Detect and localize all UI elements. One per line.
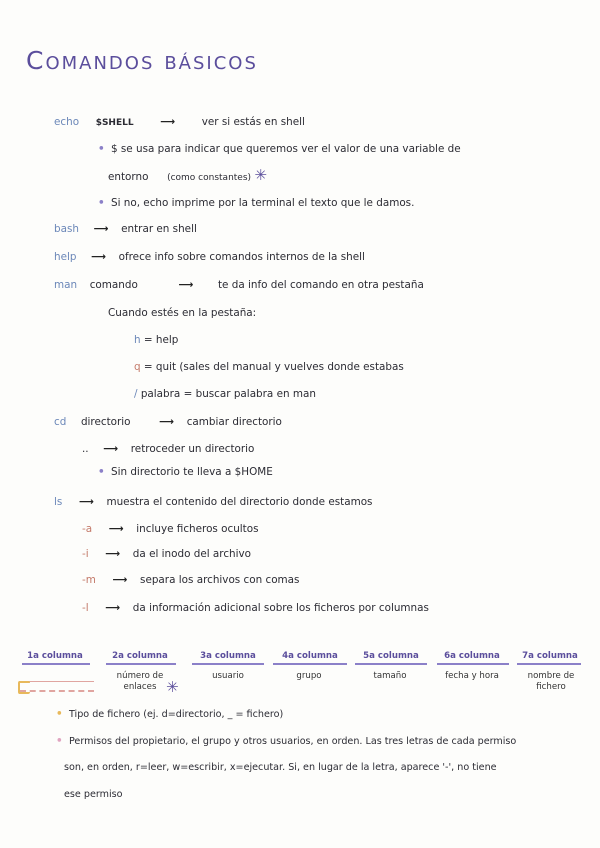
help-line bbox=[54, 250, 365, 264]
echo-arg: $SHELL bbox=[95, 118, 134, 128]
cd-line bbox=[54, 415, 282, 429]
column-5-underline bbox=[355, 663, 427, 665]
note-permissions-line-2: son, en orden, r=leer, w=escribir, x=ejecutar. Si, en lugar de la letra, aparece '-', no tiene bbox=[64, 762, 497, 773]
column-4-underline bbox=[273, 663, 347, 665]
ls-option-m bbox=[82, 573, 299, 587]
bash-description: entrar en shell bbox=[121, 223, 197, 235]
column-7-header: 7a columna bbox=[522, 651, 578, 661]
dots-description: retroceder un directorio bbox=[130, 443, 255, 455]
note-permissions-line-3: ese permiso bbox=[64, 789, 123, 800]
column-6-value: fecha y hora bbox=[445, 671, 499, 681]
note-permissions bbox=[56, 734, 516, 749]
ls-description: muestra el contenido del directorio donde estamos bbox=[106, 496, 373, 508]
arrow-icon: ⟶ bbox=[105, 548, 121, 560]
column-4-header: 4a columna bbox=[282, 651, 338, 661]
flag-i-description: da el inodo del archivo bbox=[132, 548, 252, 560]
slash-description: palabra = buscar palabra en man bbox=[140, 388, 316, 400]
q-description: = quit (sales del manual y vuelves donde estabas bbox=[143, 361, 404, 373]
echo-command: echo bbox=[54, 116, 80, 128]
arrow-icon: ⟶ bbox=[103, 443, 119, 455]
cd-bullet-text: Sin directorio te lleva a $HOME bbox=[110, 466, 273, 478]
man-command: man bbox=[54, 279, 78, 291]
bullet-icon: • bbox=[56, 735, 63, 747]
column-2-underline bbox=[106, 663, 176, 665]
echo-bullet-1-text: $ se usa para indicar que queremos ver el valor de una variable de bbox=[110, 143, 461, 155]
column-6-header: 6a columna bbox=[444, 651, 500, 661]
man-description: te da info del comando en otra pestaña bbox=[217, 279, 424, 291]
echo-line bbox=[54, 115, 305, 130]
man-subheading: Cuando estés en la pestaña: bbox=[108, 307, 257, 319]
echo-bullet-1-cont bbox=[108, 168, 267, 185]
arrow-icon: ⟶ bbox=[178, 279, 194, 291]
bash-line bbox=[54, 222, 197, 236]
asterisk-icon: ✳ bbox=[254, 166, 267, 184]
flag-m-description: separa los archivos con comas bbox=[140, 574, 300, 586]
flag-m: -m bbox=[82, 574, 96, 586]
echo-bullet-1 bbox=[98, 142, 461, 156]
note-file-type-text: Tipo de fichero (ej. d=directorio, _ = fichero) bbox=[68, 709, 284, 720]
help-description: ofrece info sobre comandos internos de la shell bbox=[118, 251, 365, 263]
column-2-header: 2a columna bbox=[112, 651, 168, 661]
man-quit-key-line bbox=[134, 360, 404, 374]
column-7-underline bbox=[517, 663, 581, 665]
man-line bbox=[54, 278, 424, 292]
echo-description: ver si estás en shell bbox=[201, 116, 305, 128]
column-5-value: tamaño bbox=[373, 671, 407, 681]
flag-l-description: da información adicional sobre los ficheros por columnas bbox=[132, 602, 429, 614]
arrow-icon: ⟶ bbox=[159, 416, 175, 428]
column-1-header: 1a columna bbox=[27, 651, 83, 661]
flag-l: -l bbox=[82, 602, 89, 614]
column-1-underline bbox=[22, 663, 90, 665]
column-3-underline bbox=[192, 663, 264, 665]
ls-option-a bbox=[82, 522, 259, 536]
help-command: help bbox=[54, 251, 77, 263]
arrow-icon: ⟶ bbox=[108, 523, 124, 535]
flag-i: -i bbox=[82, 548, 89, 560]
ls-option-l bbox=[82, 601, 429, 615]
man-arg: comando bbox=[89, 279, 138, 291]
bullet-icon: • bbox=[98, 466, 105, 478]
column-4-value: grupo bbox=[296, 671, 322, 681]
file-type-permission-mark bbox=[20, 681, 94, 692]
echo-bullet-2-text: Si no, echo imprime por la terminal el texto que le damos. bbox=[110, 197, 415, 209]
h-key: h bbox=[134, 334, 141, 346]
bullet-icon: • bbox=[98, 143, 105, 155]
column-5-header: 5a columna bbox=[363, 651, 419, 661]
arrow-icon: ⟶ bbox=[105, 602, 121, 614]
page-title: Comandos básicos bbox=[26, 46, 258, 75]
cd-bullet bbox=[98, 465, 273, 479]
asterisk-icon: ✳ bbox=[166, 678, 179, 696]
cd-dots-line bbox=[82, 442, 254, 456]
echo-bullet-1-cont-text: entorno bbox=[108, 171, 149, 183]
man-help-key-line bbox=[134, 333, 178, 347]
echo-note: (como constantes) bbox=[167, 173, 252, 183]
man-search-key-line bbox=[134, 387, 316, 401]
echo-bullet-2 bbox=[98, 196, 414, 210]
ls-line bbox=[54, 495, 372, 509]
column-6-underline bbox=[437, 663, 509, 665]
column-3-value: usuario bbox=[212, 671, 244, 681]
cd-description: cambiar directorio bbox=[186, 416, 282, 428]
bullet-icon: • bbox=[56, 708, 63, 720]
bullet-icon: • bbox=[98, 197, 105, 209]
flag-a: -a bbox=[82, 523, 93, 535]
cd-command: cd bbox=[54, 416, 67, 428]
column-7-value: nombre de fichero bbox=[527, 671, 575, 692]
column-3-header: 3a columna bbox=[200, 651, 256, 661]
bash-command: bash bbox=[54, 223, 79, 235]
flag-a-description: incluye ficheros ocultos bbox=[136, 523, 259, 535]
dots-key: .. bbox=[82, 443, 89, 455]
ls-command: ls bbox=[54, 496, 63, 508]
note-permissions-line-1: Permisos del propietario, el grupo y otros usuarios, en orden. Las tres letras de cada permiso bbox=[68, 736, 517, 747]
arrow-icon: ⟶ bbox=[78, 496, 94, 508]
slash-key: / bbox=[134, 388, 138, 400]
arrow-icon: ⟶ bbox=[112, 574, 128, 586]
arrow-icon: ⟶ bbox=[91, 251, 106, 263]
cd-arg: directorio bbox=[80, 416, 131, 428]
arrow-icon: ⟶ bbox=[93, 223, 109, 235]
ls-option-i bbox=[82, 547, 251, 561]
arrow-icon: ⟶ bbox=[160, 116, 176, 128]
note-file-type bbox=[56, 707, 283, 722]
q-key: q bbox=[134, 361, 141, 373]
h-description: = help bbox=[143, 334, 179, 346]
column-2-value: número de enlaces bbox=[116, 671, 164, 692]
